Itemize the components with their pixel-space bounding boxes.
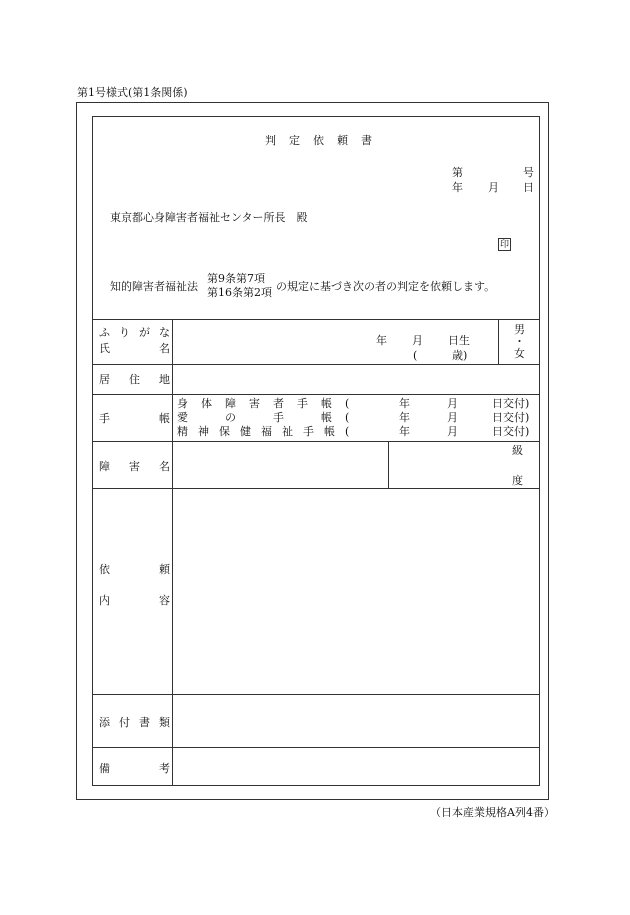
birth-month-label: 月 bbox=[412, 334, 423, 347]
rule-name-bottom bbox=[92, 364, 540, 365]
doc-number-suffix: 号 bbox=[523, 166, 534, 179]
paper-size-note: （日本産業規格A列4番） bbox=[430, 806, 555, 819]
request-sentence: の規定に基づき次の者の判定を依頼します。 bbox=[276, 280, 496, 293]
date-month-label: 月 bbox=[488, 181, 499, 194]
sex-column-divider bbox=[498, 319, 499, 364]
article-option-1: 第9条第7項 bbox=[207, 272, 265, 285]
grade-label: 級 bbox=[512, 444, 523, 457]
label-column-divider bbox=[172, 319, 173, 786]
degree-label: 度 bbox=[512, 474, 523, 487]
rule-techo-bottom bbox=[92, 441, 540, 442]
grade-column-divider bbox=[388, 441, 389, 488]
rule-header-bottom bbox=[92, 319, 540, 320]
doc-number-prefix: 第 bbox=[452, 166, 463, 179]
article-option-2: 第16条第2項 bbox=[207, 286, 272, 299]
rule-address-bottom bbox=[92, 394, 540, 395]
age-label: 歳) bbox=[452, 349, 468, 362]
seal-mark: 印 bbox=[499, 240, 509, 250]
birth-day-label: 日生 bbox=[448, 334, 470, 347]
age-open: ( bbox=[413, 349, 418, 362]
sex-male: 男 bbox=[514, 323, 525, 336]
form-page: 第1号様式(第1条関係) 判 定 依 頼 書 第 号 年 月 日 東京都心身障害者福祉センター所長 殿 印 知的障害者福祉法 第9条第7項 第16条第2項 の規定に基づき次の者の判定を依頼します。 ふ り が な 氏 名 年 月 日生 ( 歳) 男 ・ 女 居 住 地 手 帳 身 体 障 害 者 手 帳 ( 年 月 日交付) 愛 の 手 帳 ( 年 月 日交付) 精 神 保 健 福 祉 手 帳 ( 年 月 日交付) 障 害 名 級 度 依 頼 内 容 添 付 書 類 備 考 （日本産業規格A列4番） bbox=[77, 86, 555, 819]
date-day-label: 日 bbox=[523, 181, 534, 194]
sex-female: 女 bbox=[514, 347, 525, 360]
sex-separator: ・ bbox=[514, 335, 525, 348]
birth-year-label: 年 bbox=[376, 334, 387, 347]
rule-disability-bottom bbox=[92, 488, 540, 489]
rule-request-bottom bbox=[92, 694, 540, 695]
law-name: 知的障害者福祉法 bbox=[110, 280, 198, 293]
form-number-label: 第1号様式(第1条関係) bbox=[77, 86, 188, 99]
rule-attach-bottom bbox=[92, 747, 540, 748]
date-year-label: 年 bbox=[452, 181, 463, 194]
addressee: 東京都心身障害者福祉センター所長 殿 bbox=[110, 211, 308, 224]
